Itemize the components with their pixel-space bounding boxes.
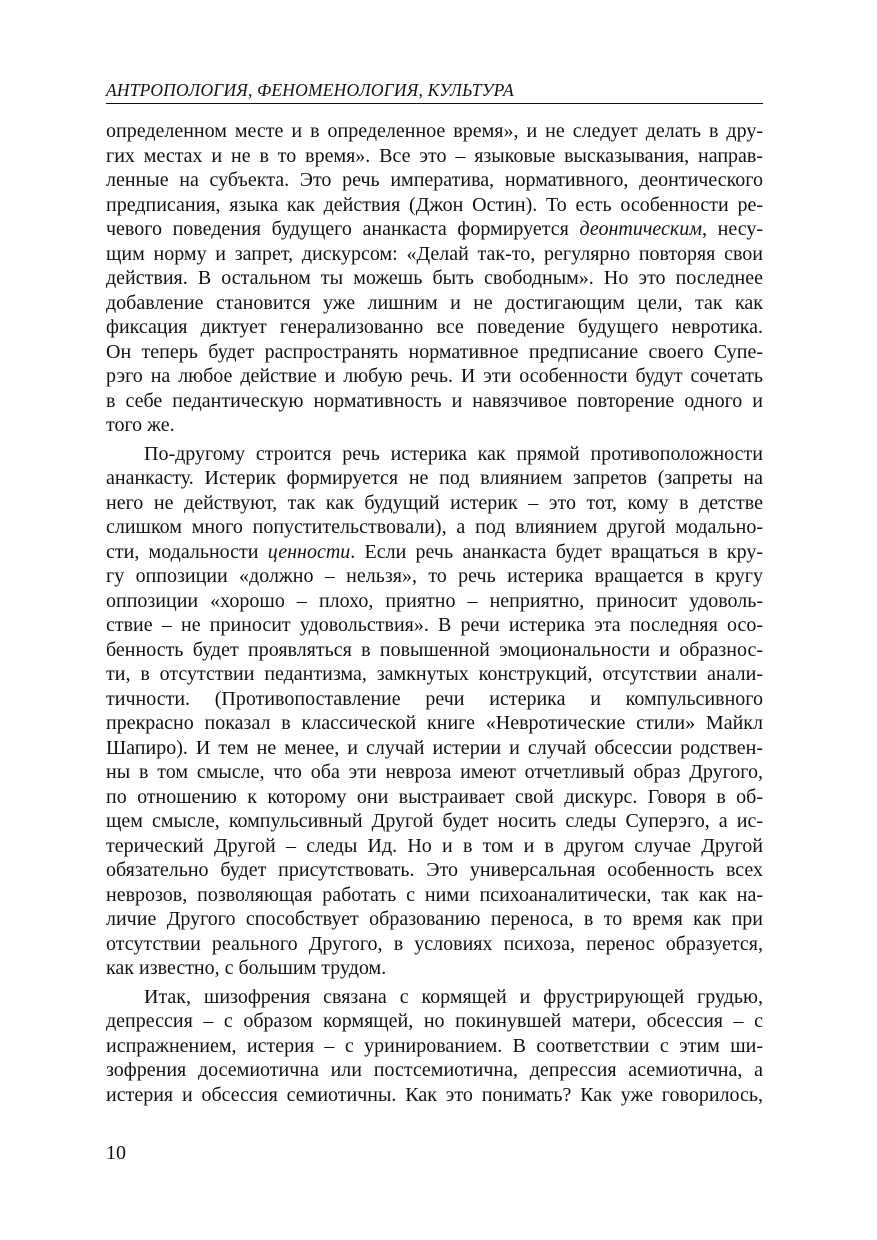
text-line: ленные на субъекта. Это речь императива, нормативного, деонтического xyxy=(106,169,763,191)
text-line xyxy=(106,540,763,565)
text-run: , несу- xyxy=(701,218,763,240)
text-line: бенность будет проявляться в повышенной эмоциональности и образнос- xyxy=(106,638,763,661)
text-line: в себе педантическую нормативность и навязчивое повторение одного и xyxy=(106,389,763,412)
text-line: Итак, шизофрения связана с кормящей и фрустрирующей грудью, xyxy=(144,985,763,1008)
text-line: слишком много попустительствовали), а под влиянием другой модально- xyxy=(106,516,763,538)
text-line: ти, в отсутствии педантизма, замкнутых конструкций, отсутствии анали- xyxy=(106,663,763,685)
text-line: истерия и обсессия семиотичны. Как это понимать? Как уже говорилось, xyxy=(106,1083,763,1106)
text-line: него не действуют, так как будущий истерик – это тот, кому в детстве xyxy=(106,491,763,514)
paragraph-1 xyxy=(106,119,763,438)
text-line: определенном месте и в определенное время», и не следует делать в дру- xyxy=(106,120,763,142)
text-line: рэго на любое действие и любую речь. И эти особенности будут сочетать xyxy=(106,365,763,387)
paragraph-3 xyxy=(106,985,763,1108)
text-line: как известно, с большим трудом. xyxy=(106,957,387,979)
text-line: Шапиро). И тем не менее, и случай истерии и случай обсессии родствен- xyxy=(106,736,763,759)
text-run: сти, модальности xyxy=(106,540,268,563)
text-line: гих местах и не в то время». Все это – языковые высказывания, направ- xyxy=(106,144,763,167)
text-line: гу оппозиции «должно – нельзя», то речь истерика вращается в кругу xyxy=(106,565,763,587)
text-line xyxy=(106,217,763,242)
text-line: отсутствии реального Другого, в условиях психоза, перенос образуется, xyxy=(106,932,763,955)
text-line: терический Другой – следы Ид. Но и в том и в другом случае Другой xyxy=(106,834,763,857)
text-line: ны в том смысле, что оба эти невроза имеют отчетливый образ Другого, xyxy=(106,761,763,783)
text-line: щем смысле, компульсивный Другой будет носить следы Суперэго, а ис- xyxy=(106,810,763,832)
text-line: обязательно будет присутствовать. Это универсальная особенность всех xyxy=(106,859,763,881)
text-line: ананкасту. Истерик формируется не под влиянием запретов (запреты на xyxy=(106,467,763,489)
emphasized-term: ценности xyxy=(267,540,351,563)
paragraph-2 xyxy=(106,442,763,981)
text-line: того же. xyxy=(106,414,175,436)
text-line: неврозов, позволяющая работать с ними психоаналитически, так как на- xyxy=(106,883,763,906)
text-line: добавление становится уже лишним и не достигающим цели, так как xyxy=(106,291,763,314)
text-line: щим норму и запрет, дискурсом: «Делай так-то, регулярно повторяя свои xyxy=(106,242,763,265)
text-run: . Если речь ананкаста будет вращаться в кру- xyxy=(350,540,763,563)
text-line: ствие – не приносит удовольствия». В речи истерика эта последняя осо- xyxy=(106,614,763,636)
text-line: депрессия – с образом кормящей, но покинувшей матери, обсессия – с xyxy=(106,1010,763,1032)
text-line: По-другому строится речь истерика как прямой противоположности xyxy=(144,442,763,465)
body-text xyxy=(106,119,763,1107)
text-line: испражнением, истерия – с уринированием. В соответствии с этим ши- xyxy=(106,1034,763,1057)
text-line: личие Другого способствует образованию переноса, в то время как при xyxy=(106,908,763,930)
text-line: зофрения досемиотична или постсемиотична, депрессия асемиотична, а xyxy=(106,1059,763,1081)
text-line: оппозиции «хорошо – плохо, приятно – неприятно, приносит удоволь- xyxy=(106,589,763,612)
text-line: прекрасно показал в классической книге «Невротические стили» Майкл xyxy=(106,712,763,734)
text-run: чевого поведения будущего ананкаста формируется xyxy=(106,218,580,240)
text-line: фиксация диктует генерализованно все поведение будущего невротика. xyxy=(106,316,763,338)
page-number: 10 xyxy=(106,1142,126,1164)
header-divider xyxy=(106,103,763,104)
text-line: предписания, языка как действия (Джон Остин). То есть особенности ре- xyxy=(106,193,763,216)
emphasized-term: деонтическим xyxy=(579,218,702,240)
text-line: тичности. (Противопоставление речи истерика и компульсивного xyxy=(106,687,763,710)
running-head-title: АНТРОПОЛОГИЯ, ФЕНОМЕНОЛОГИЯ, КУЛЬТУРА xyxy=(106,80,514,100)
text-line: Он теперь будет распространять нормативное предписание своего Супе- xyxy=(106,340,763,363)
text-line: по отношению к которому они выстраивает свой дискурс. Говоря в об- xyxy=(106,785,763,808)
text-line: действия. В остальном ты можешь быть свободным». Но это последнее xyxy=(106,267,763,289)
